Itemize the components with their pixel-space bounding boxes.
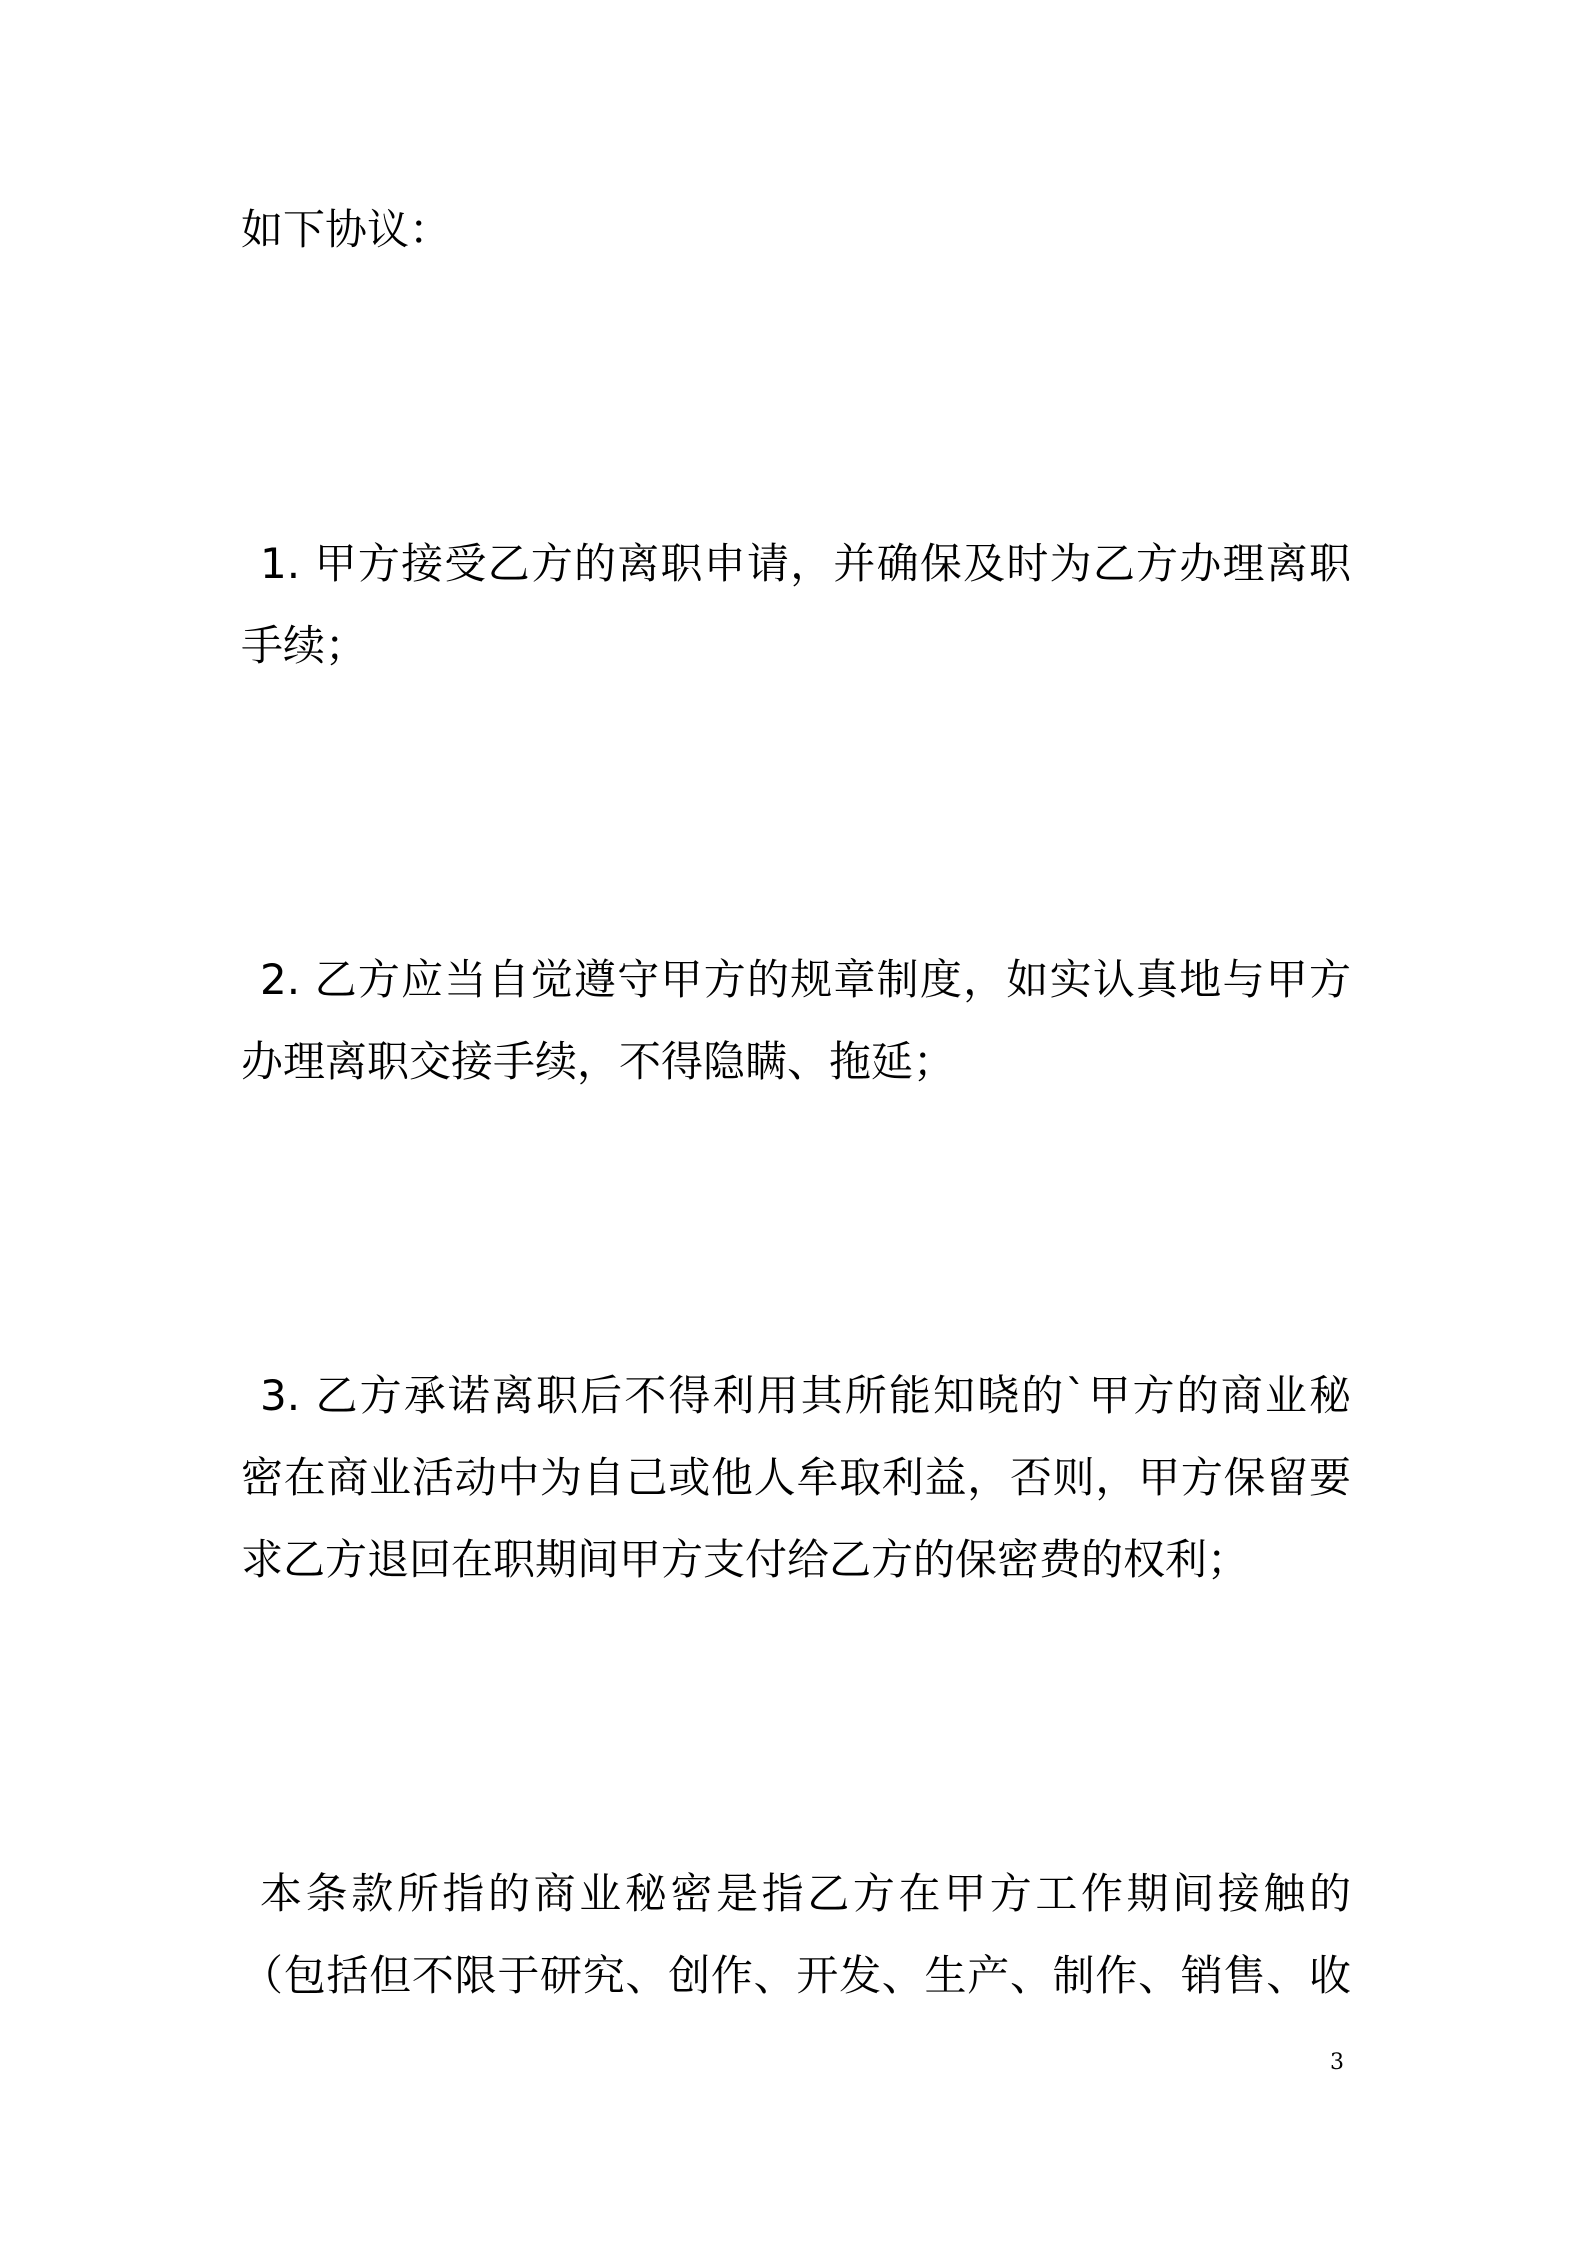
clause-1-line-1: 1. 甲方接受乙方的离职申请，并确保及时为乙方办理离职 — [260, 539, 1351, 588]
clause-3-line-1: 3. 乙方承诺离职后不得利用其所能知晓的`甲方的商业秘 — [260, 1371, 1351, 1420]
intro-line: 如下协议： — [241, 205, 452, 254]
clause-3-line-3: 求乙方退回在职期间甲方支付给乙方的保密费的权利； — [241, 1535, 1250, 1584]
clause-2-line-2: 办理离职交接手续，不得隐瞒、拖延； — [241, 1037, 956, 1086]
clause-1-line-2: 手续； — [241, 621, 368, 670]
clause-2-line-1: 2. 乙方应当自觉遵守甲方的规章制度，如实认真地与甲方 — [260, 955, 1351, 1004]
trade-secret-line-2: （包括但不限于研究、创作、开发、生产、制作、销售、收 — [241, 1951, 1351, 2000]
trade-secret-line-1: 本条款所指的商业秘密是指乙方在甲方工作期间接触的 — [260, 1869, 1351, 1918]
clause-3-line-2: 密在商业活动中为自己或他人牟取利益，否则，甲方保留要 — [241, 1453, 1351, 1502]
page-number: 3 — [1330, 2050, 1344, 2075]
